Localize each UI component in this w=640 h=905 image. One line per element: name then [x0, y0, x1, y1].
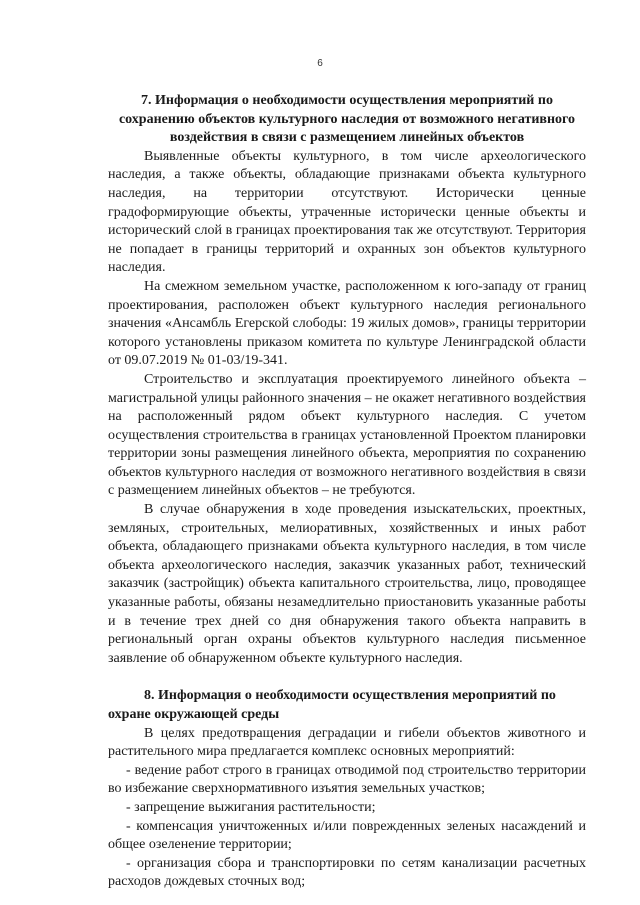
section-8-intro: В целях предотвращения деградации и гибели объектов животного и растительного мира предлагается комплекс основных мероприятий:: [108, 725, 586, 760]
page-number: 6: [317, 58, 323, 69]
section-8-list-item: - ведение работ строго в границах отводимой под строительство территории во избежание сверхнормативного изъятия земельных участков;: [108, 762, 586, 797]
section-7-paragraph: На смежном земельном участке, расположенном к юго-западу от границ проектирования, расположен объект культурного наследия регионального значения «Ансамбль Егерской слободы: 19 жилых домов», границы территории которого установлены приказом комитета по культуре Ленинградской области от 09.07.2019 № 01-03/19-341.: [108, 278, 586, 369]
section-8-list-item: - запрещение выжигания растительности;: [126, 799, 376, 815]
section-7-paragraph: В случае обнаружения в ходе проведения изыскательских, проектных, земляных, строительных, мелиоративных, хозяйственных и иных работ объекта, обладающего признаками объекта культурного наследия, в том числе объекта археологического наследия, заказчик указанных работ, технический заказчик (застройщик) объекта капитального строительства, лицо, проводящее указанные работы, обязаны незамедлительно приостановить указанные работы и в течение трех дней со дня обнаружения такого объекта направить в региональный орган охраны объектов культурного наследия письменное заявление об обнаруженном объекте культурного наследия.: [108, 502, 586, 666]
section-7-paragraph: Выявленные объекты культурного, в том числе археологического наследия, а также объекты, обладающие признаками объекта культурного наследия, на территории отсутствуют. Исторически ценные градоформирующие объекты, утраченные исторически ценные объекты и исторический слой в границах проектирования так же отсутствуют. Территория не попадает в границы территорий и охранных зон объектов культурного наследия.: [108, 148, 586, 276]
section-8-list-item: - компенсация уничтоженных и/или поврежденных зеленых насаждений и общее озеленение территории;: [108, 818, 586, 853]
section-7-heading: 7. Информация о необходимости осуществления мероприятий по сохранению объектов культурного наследия от возможного негативного воздействия в связи с размещением линейных объектов: [118, 93, 576, 146]
section-8-heading: 8. Информация о необходимости осуществления мероприятий по охране окружающей среды: [108, 688, 556, 722]
section-8-list-item: - организация сбора и транспортировки по сетям канализации расчетных расходов дождевых сточных вод;: [108, 855, 586, 890]
page-content: [108, 92, 586, 892]
section-7-paragraph: Строительство и эксплуатация проектируемого линейного объекта – магистральной улицы районного значения – не окажет негативного воздействия на расположенный рядом объект культурного наследия. С учетом осуществления строительства в границах установленной Проектом планировки территории зоны размещения линейного объекта, мероприятия по сохранению объектов культурного наследия от возможного негативного воздействия в связи с размещением линейных объектов – не требуются.: [108, 371, 586, 499]
